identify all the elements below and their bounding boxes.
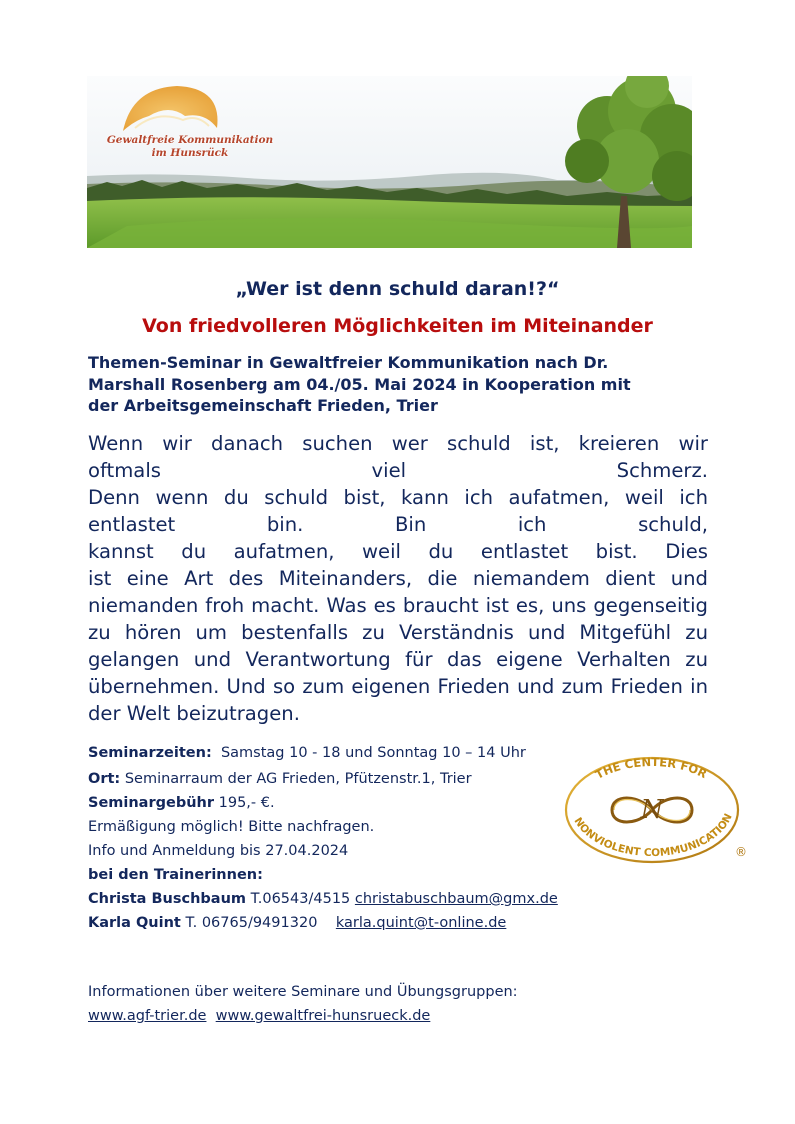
body-line-5a: kannst du aufatmen, weil du entlastet bist.: [88, 540, 638, 563]
trainer-1-name: Christa Buschbaum: [88, 891, 246, 907]
agf-trier-link[interactable]: www.agf-trier.de: [88, 1008, 207, 1024]
times-label: Seminarzeiten:: [88, 745, 212, 761]
registration-note: Info und Anmeldung bis 27.04.2024: [88, 843, 349, 859]
cnvc-top-text: THE CENTER FOR: [592, 754, 710, 782]
place-label: Ort:: [88, 771, 121, 787]
discount-note: Ermäßigung möglich! Bitte nachfragen.: [88, 819, 375, 835]
footer-text: Informationen über weitere Seminare und Übungsgruppen:: [88, 984, 518, 1000]
body-line-2: oftmals viel Schmerz.: [88, 459, 708, 482]
trainer-1-email-link[interactable]: christabuschbaum@gmx.de: [354, 891, 558, 907]
footer: [88, 980, 708, 1028]
place-value: Seminarraum der AG Frieden, Pfützenstr.1, Trier: [124, 771, 472, 787]
body-line-4: [88, 511, 708, 538]
banner-logo-line2: im Hunsrück: [151, 147, 229, 159]
trainer-2-email-link[interactable]: karla.quint@t-online.de: [335, 915, 507, 931]
header-banner: [87, 76, 692, 248]
trainer-1: [88, 887, 558, 911]
seminar-times: [88, 744, 558, 763]
body-rest: ist eine Art des Miteinanders, die niemandem dient und niemanden froh macht. Was es braucht ist es, uns gegenseitig zu hören um bestenfalls zu Verständnis und Mitgefühl zu gelangen und Verantwortung für das eigene Verhalten zu übernehmen. Und so zum eigenen Frieden und zum Frieden in der Welt beizutragen.: [88, 567, 708, 725]
trainer-2: [88, 911, 558, 935]
cnvc-monogram: N: [640, 795, 664, 825]
cnvc-bottom-text: NONVIOLENT COMMUNICATION: [571, 811, 735, 860]
times-value: Samstag 10 - 18 und Sonntag 10 – 14 Uhr: [220, 745, 526, 761]
body-line-1: Wenn wir danach suchen wer schuld ist, kreieren wir: [88, 432, 708, 455]
seminar-info: [88, 744, 558, 935]
trainer-1-phone: T.06543/4515: [250, 891, 351, 907]
title-quote: „Wer ist denn schuld daran!?“: [235, 278, 560, 300]
landscape-banner-image: [87, 76, 692, 248]
seminar-place: [88, 767, 558, 791]
trainers-label: [88, 863, 558, 887]
intro-line-2: Marshall Rosenberg am 04./05. Mai 2024 in Kooperation mit: [88, 374, 631, 394]
seminar-fee: [88, 791, 558, 815]
body-line-4a: entlastet bin.: [88, 513, 304, 536]
intro-line-1: Themen-Seminar in Gewaltfreier Kommunikation nach Dr.: [88, 353, 609, 372]
banner-logo-line1: Gewaltfreie Kommunikation: [106, 134, 274, 146]
fee-label: Seminargebühr: [88, 795, 215, 811]
trainers-label-text: bei den Trainerinnen:: [88, 867, 263, 883]
body-line-5b: Dies: [665, 540, 708, 563]
body-line-3: Denn wenn du schuld bist, kann ich aufatmen, weil ich: [88, 486, 708, 509]
fee-value: 195,- €.: [218, 795, 275, 811]
trainer-2-phone: T. 06765/9491320: [185, 915, 318, 931]
footer-links: [88, 1004, 708, 1028]
cnvc-logo-graphic: [552, 752, 752, 870]
trainer-2-name: Karla Quint: [88, 915, 181, 931]
gewaltfrei-hunsrueck-link[interactable]: www.gewaltfrei-hunsrueck.de: [215, 1008, 431, 1024]
cnvc-logo: [552, 752, 752, 870]
body-paragraph: [88, 430, 708, 727]
intro-line-3: der Arbeitsgemeinschaft Frieden, Trier: [88, 396, 438, 415]
banner-logo-text: [105, 134, 275, 160]
subtitle: Von friedvolleren Möglichkeiten im Miteinander: [142, 315, 653, 337]
registered-mark: ®: [735, 845, 747, 859]
body-line-4b: Bin ich schuld,: [394, 513, 708, 536]
body-line-5: [88, 538, 708, 565]
intro-paragraph: [88, 352, 708, 417]
